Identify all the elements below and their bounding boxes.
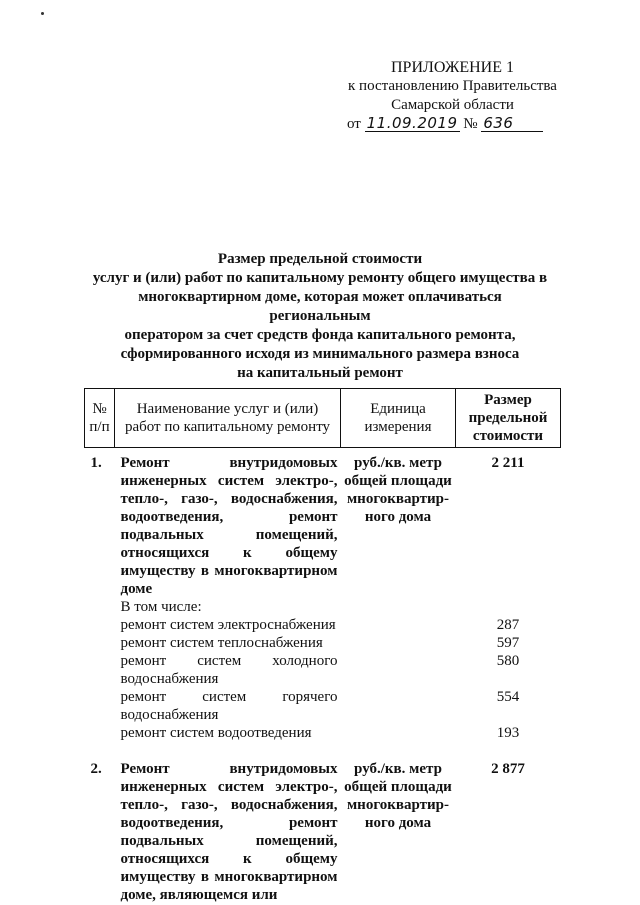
subitem-coldwater-name-2: водоснабжения xyxy=(120,671,219,687)
subitem-hotwater-size: 554 xyxy=(496,689,520,705)
table-row xyxy=(85,724,561,742)
subitem-coldwater-size: 580 xyxy=(496,653,520,669)
table-row xyxy=(85,448,561,599)
row-1-unit: руб./кв. метр общей площади многоквартир-ного дома xyxy=(344,455,452,525)
header-size: Размер предельной стоимости xyxy=(456,389,561,448)
row-2-name: Ремонт внутридомовых инженерных систем электро-, тепло-, газо-, водоснабжения, водоотведения, ремонт подвальных помещений, относящихся к общему имуществу в многоквартирном доме, являющемся или xyxy=(120,761,338,903)
table-row xyxy=(85,616,561,634)
row-1-name: Ремонт внутридомовых инженерных систем электро-, тепло-, газо-, водоснабжения, водоотведения, ремонт подвальных помещений, относящихся к общему имуществу в многоквартирном доме xyxy=(120,455,338,597)
document-title xyxy=(90,250,550,383)
appendix-title: ПРИЛОЖЕНИЕ 1 xyxy=(390,59,514,76)
table-row xyxy=(85,652,561,688)
header-unit: Единица измерения xyxy=(341,389,456,448)
including-label: В том числе: xyxy=(120,599,202,615)
title-line-2: услуг и (или) работ по капитальному ремонту общего имущества в xyxy=(92,270,548,286)
table-row xyxy=(85,634,561,652)
header-num: № п/п xyxy=(85,389,115,448)
subitem-hotwater-name-2: водоснабжения xyxy=(120,707,219,723)
subitem-coldwater-name-1: ремонт систем холодного xyxy=(120,653,338,669)
subitem-drainage-name: ремонт систем водоотведения xyxy=(120,725,312,741)
title-line-4: оператором за счет средств фонда капитального ремонта, xyxy=(124,327,516,343)
subitem-electric-size: 287 xyxy=(496,617,520,633)
cost-table xyxy=(84,388,560,904)
row-1-size: 2 211 xyxy=(491,455,525,471)
table-row xyxy=(85,760,561,904)
appendix-date-line xyxy=(345,115,560,134)
title-line-5: сформированного исходя из минимального размера взноса xyxy=(120,346,520,362)
scan-dot xyxy=(41,12,44,15)
title-line-6: на капитальный ремонт xyxy=(237,365,403,381)
title-line-1: Размер предельной стоимости xyxy=(217,251,423,267)
row-1-num: 1. xyxy=(90,455,102,471)
number-handwritten: 636 xyxy=(481,115,543,132)
appendix-resolution-line: к постановлению Правительства xyxy=(348,78,557,94)
row-2-unit: руб./кв. метр общей площади многоквартир-ного дома xyxy=(344,761,452,831)
row-2-size: 2 877 xyxy=(491,761,525,777)
table-row xyxy=(85,688,561,724)
table-row xyxy=(85,598,561,616)
appendix-header xyxy=(345,58,560,134)
date-prefix: от xyxy=(347,116,361,132)
subitem-electric-name: ремонт систем электроснабжения xyxy=(120,617,336,633)
header-name: Наименование услуг и (или) работ по капитальному ремонту xyxy=(115,389,341,448)
subitem-heat-name: ремонт систем теплоснабжения xyxy=(120,635,323,651)
number-prefix: № xyxy=(463,116,478,132)
title-line-3: многоквартирном доме, которая может оплачиваться региональным xyxy=(138,289,502,324)
subitem-drainage-size: 193 xyxy=(496,725,520,741)
date-handwritten: 11.09.2019 xyxy=(366,114,458,132)
row-2-num: 2. xyxy=(90,761,102,777)
appendix-region-line: Самарской области xyxy=(391,97,514,113)
table-header-row xyxy=(85,389,561,448)
subitem-heat-size: 597 xyxy=(496,635,520,651)
subitem-hotwater-name-1: ремонт систем горячего xyxy=(120,689,338,705)
